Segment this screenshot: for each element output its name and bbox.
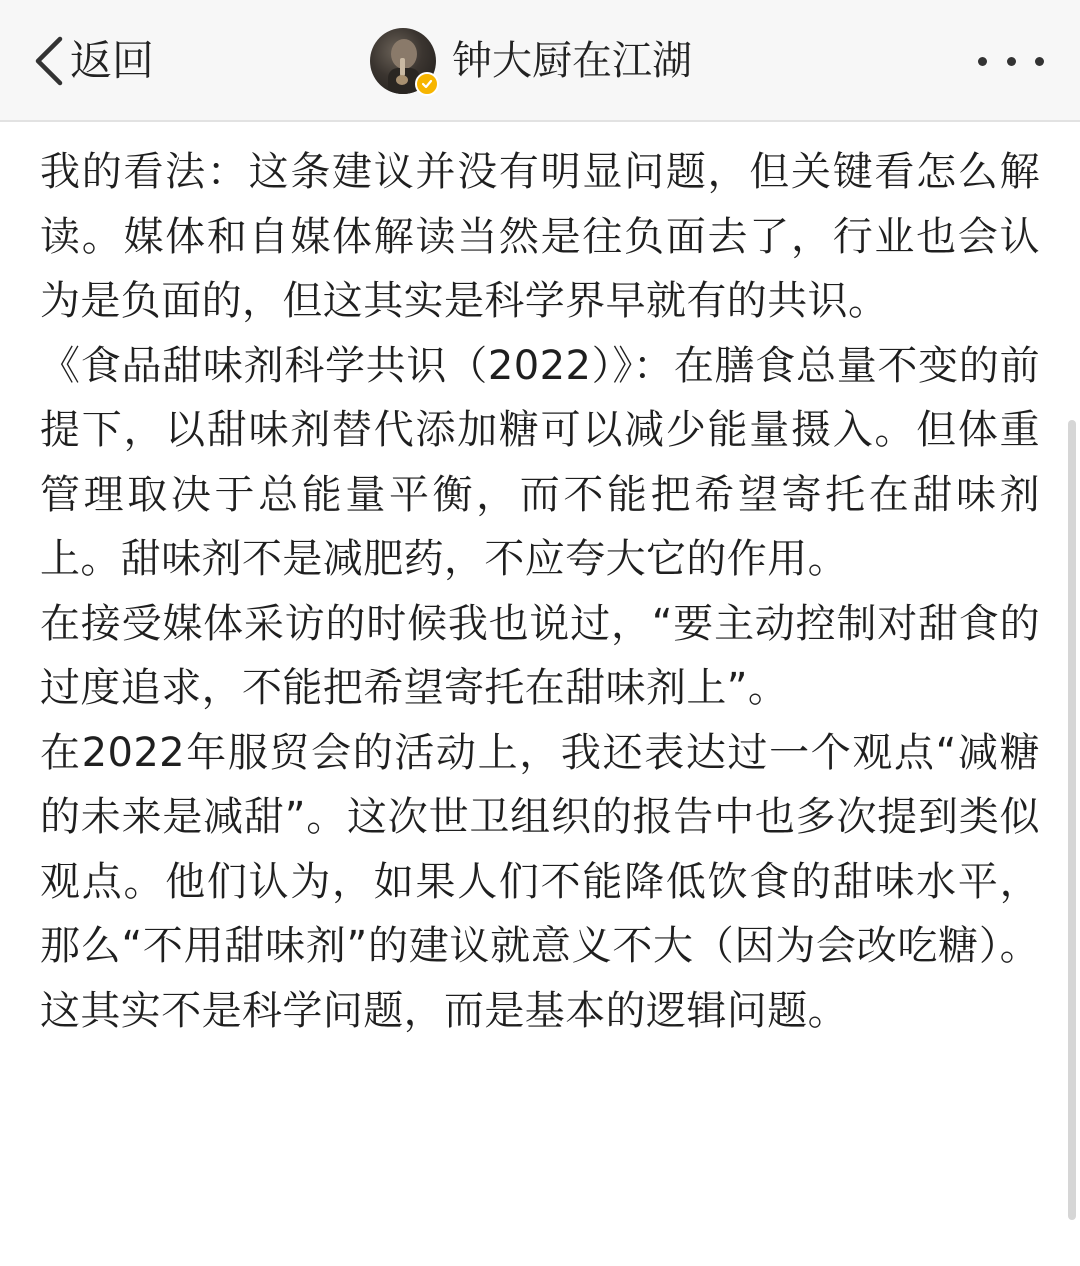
back-label: 返回 bbox=[70, 36, 155, 85]
more-options-button[interactable] bbox=[978, 48, 1044, 74]
account-name[interactable]: 钟大厨在江湖 bbox=[452, 38, 692, 84]
verified-badge-icon bbox=[415, 72, 439, 96]
post-body bbox=[40, 140, 1040, 1043]
more-dots-icon bbox=[978, 57, 987, 66]
post-paragraph: 《食品甜味剂科学共识（2022）》：在膳食总量不变的前提下，以甜味剂替代添加糖可以减少能量摄入。但体重管理取决于总能量平衡，而不能把希望寄托在甜味剂上。甜味剂不是减肥药，不应夸大它的作用。 bbox=[40, 342, 1040, 582]
more-dots-icon bbox=[1035, 57, 1044, 66]
post-paragraph: 在接受媒体采访的时候我也说过，“要主动控制对甜食的过度追求，不能把希望寄托在甜味剂上”。 bbox=[40, 600, 1040, 711]
scrollbar[interactable] bbox=[1068, 420, 1076, 1220]
more-dots-icon bbox=[1007, 57, 1016, 66]
back-button[interactable] bbox=[30, 30, 154, 92]
post-paragraph: 在2022年服贸会的活动上，我还表达过一个观点“减糖的未来是减甜”。这次世卫组织的报告中也多次提到类似观点。他们认为，如果人们不能降低饮食的甜味水平，那么“不用甜味剂”的建议就意义不大（因为会改吃糖）。这其实不是科学问题，而是基本的逻辑问题。 bbox=[40, 729, 1040, 1034]
account-header[interactable] bbox=[370, 27, 692, 95]
top-nav-bar bbox=[0, 0, 1080, 122]
avatar[interactable] bbox=[370, 28, 436, 94]
chevron-left-icon bbox=[30, 33, 66, 89]
post-paragraph: 我的看法：这条建议并没有明显问题，但关键看怎么解读。媒体和自媒体解读当然是往负面去了，行业也会认为是负面的，但这其实是科学界早就有的共识。 bbox=[40, 149, 1040, 324]
